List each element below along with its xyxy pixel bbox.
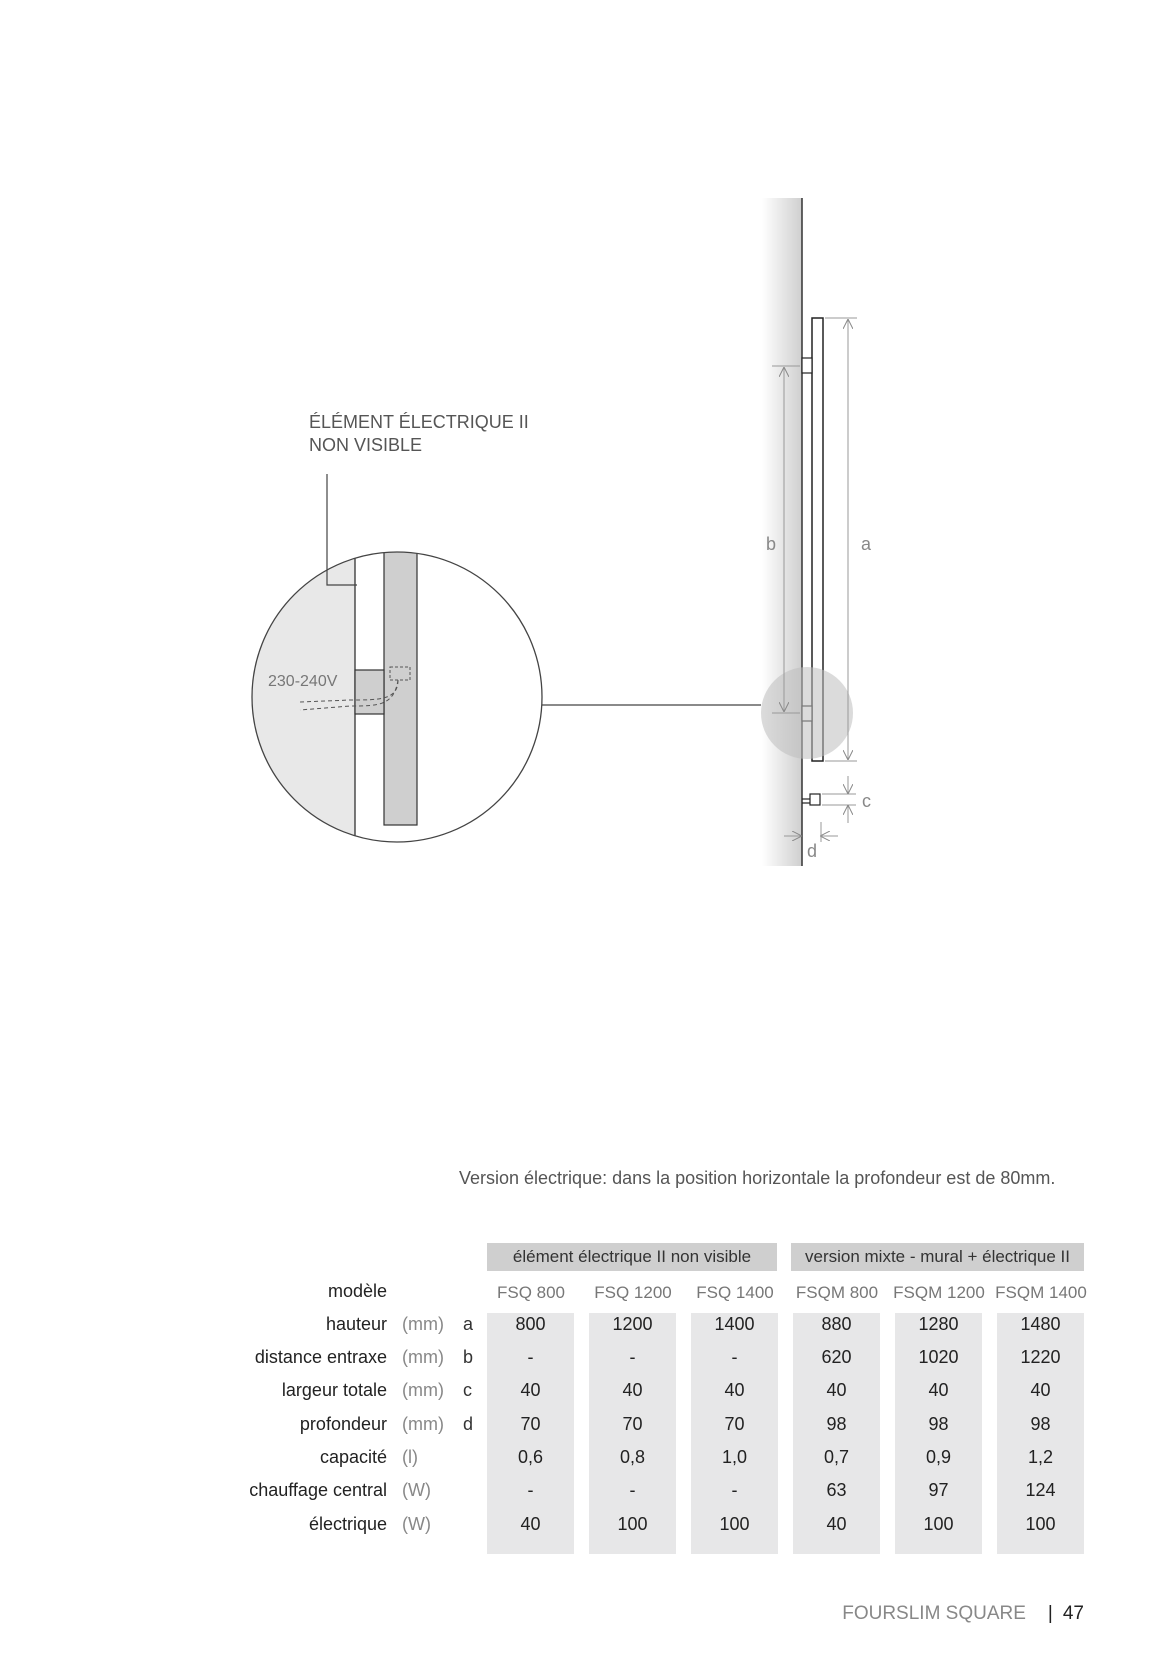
table-cell: - — [527, 1480, 534, 1500]
row-label: profondeur — [299, 1414, 387, 1434]
footer-product-name: FOURSLIM SQUARE — [842, 1603, 1026, 1624]
table-cell: 100 — [617, 1514, 648, 1534]
table-cell: - — [731, 1347, 738, 1367]
row-label: capacité — [319, 1447, 387, 1467]
footer-separator: | — [1047, 1603, 1053, 1624]
page-footer — [842, 1603, 1084, 1625]
table-cell: 98 — [1030, 1414, 1051, 1434]
table-cell: 1400 — [714, 1314, 755, 1334]
row-dimension-letter: c — [463, 1380, 472, 1400]
table-cell: - — [527, 1347, 534, 1367]
model-header-fsqm-1400: FSQM 1400 — [995, 1283, 1087, 1302]
row-unit: (mm) — [402, 1347, 444, 1367]
callout-title-line2: NON VISIBLE — [309, 435, 423, 455]
table-cell: 0,7 — [823, 1447, 850, 1467]
table-cell: 63 — [826, 1480, 847, 1500]
voltage-label: 230-240V — [268, 673, 338, 690]
table-cell: 100 — [1025, 1514, 1056, 1534]
table-cell: 40 — [520, 1380, 541, 1400]
table-cell: 40 — [520, 1514, 541, 1534]
model-header-fsqm-1200: FSQM 1200 — [893, 1283, 985, 1302]
model-header-fsqm-800: FSQM 800 — [795, 1283, 879, 1302]
table-cell: 40 — [1030, 1380, 1051, 1400]
dimension-label-d: d — [807, 841, 818, 861]
table-cell: 98 — [928, 1414, 949, 1434]
table-cell: 40 — [826, 1380, 847, 1400]
row-unit: (W) — [402, 1514, 431, 1534]
table-cell: 70 — [622, 1414, 643, 1434]
model-header-fsq-1200: FSQ 1200 — [594, 1283, 672, 1302]
table-cell: 70 — [520, 1414, 541, 1434]
table-cell: 0,8 — [619, 1447, 646, 1467]
table-cell: 1280 — [918, 1314, 959, 1334]
row-label: chauffage central — [249, 1480, 387, 1500]
table-cell: 880 — [821, 1314, 852, 1334]
row-label: hauteur — [325, 1314, 387, 1334]
table-cell: 97 — [928, 1480, 949, 1500]
table-cell: 40 — [928, 1380, 949, 1400]
group-header-electric: élément électrique II non visible — [487, 1243, 777, 1271]
dimension-label-a: a — [861, 534, 872, 554]
row-dimension-letter: a — [463, 1314, 474, 1334]
row-label: électrique — [308, 1514, 387, 1534]
dimension-label-c: c — [862, 791, 871, 811]
table-cell: - — [629, 1480, 636, 1500]
row-unit: (mm) — [402, 1314, 444, 1334]
row-label: largeur totale — [281, 1380, 387, 1400]
row-unit: (W) — [402, 1480, 431, 1500]
table-cell: 40 — [622, 1380, 643, 1400]
electric-version-note: Version électrique: dans la position horizontale la profondeur est de 80mm. — [459, 1168, 1056, 1188]
callout-title-line1: ÉLÉMENT ÉLECTRIQUE II — [309, 412, 529, 432]
dimension-label-b: b — [766, 534, 777, 554]
table-cell: 1,2 — [1027, 1447, 1054, 1467]
model-row-label: modèle — [327, 1281, 387, 1301]
row-dimension-letter: d — [463, 1414, 474, 1434]
table-cell: 40 — [724, 1380, 745, 1400]
table-cell: 1220 — [1020, 1347, 1061, 1367]
row-unit: (l) — [402, 1447, 418, 1467]
model-header-fsq-1400: FSQ 1400 — [696, 1283, 774, 1302]
table-cell: 1200 — [612, 1314, 653, 1334]
table-cell: 100 — [719, 1514, 750, 1534]
table-cell: 124 — [1025, 1480, 1056, 1500]
table-cell: - — [731, 1480, 738, 1500]
row-label: distance entraxe — [254, 1347, 387, 1367]
table-cell: 40 — [826, 1514, 847, 1534]
row-dimension-letter: b — [463, 1347, 474, 1367]
model-header-fsq-800: FSQ 800 — [496, 1283, 566, 1302]
table-cell: 1480 — [1020, 1314, 1061, 1334]
table-cell: 0,6 — [517, 1447, 544, 1467]
table-cell: 70 — [724, 1414, 745, 1434]
group-header-mixed: version mixte - mural + électrique II — [791, 1243, 1084, 1271]
table-cell: 100 — [923, 1514, 954, 1534]
table-cell: 98 — [826, 1414, 847, 1434]
table-cell: - — [629, 1347, 636, 1367]
table-cell: 0,9 — [925, 1447, 952, 1467]
row-unit: (mm) — [402, 1380, 444, 1400]
row-unit: (mm) — [402, 1414, 444, 1434]
table-cell: 1,0 — [721, 1447, 748, 1467]
table-cell: 620 — [821, 1347, 852, 1367]
table-cell: 1020 — [918, 1347, 959, 1367]
table-cell: 800 — [515, 1314, 546, 1334]
page-number: 47 — [1062, 1603, 1084, 1624]
